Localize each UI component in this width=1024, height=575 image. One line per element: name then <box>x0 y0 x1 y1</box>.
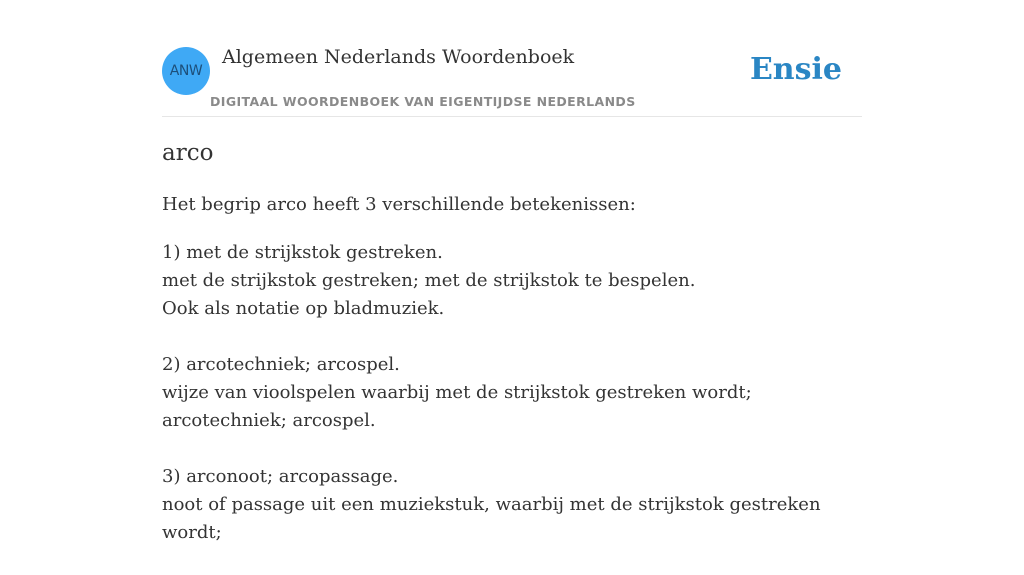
site-header <box>162 0 862 117</box>
meaning-heading: 3) arconoot; arcopassage. <box>162 466 399 487</box>
meaning-line: noot of passage uit een muziekstuk, waarbij met de strijkstok gestreken wordt; <box>162 494 821 543</box>
page-container <box>162 0 862 543</box>
entry-intro: Het begrip arco heeft 3 verschillende betekenissen: <box>162 194 636 215</box>
meaning-item <box>162 351 862 435</box>
meaning-item <box>162 239 862 323</box>
meaning-line: wijze van vioolspelen waarbij met de strijkstok gestreken wordt; arcotechniek; arcospel. <box>162 382 752 431</box>
anw-logo[interactable] <box>162 47 210 95</box>
meaning-line: met de strijkstok gestreken; met de strijkstok te bespelen. <box>162 270 696 291</box>
meaning-heading: 1) met de strijkstok gestreken. <box>162 242 443 263</box>
site-title[interactable]: Algemeen Nederlands Woordenboek <box>222 46 575 68</box>
meaning-heading: 2) arcotechniek; arcospel. <box>162 354 400 375</box>
entry-word: arco <box>162 140 214 166</box>
meaning-item <box>162 463 862 547</box>
meanings-list <box>162 239 862 575</box>
logo-text: ANW <box>169 63 203 79</box>
ensie-brand-link[interactable]: Ensie <box>749 52 842 87</box>
site-subtitle: DIGITAAL WOORDENBOEK VAN EIGENTIJDSE NEDERLANDS <box>210 94 636 109</box>
meaning-line: Ook als notatie op bladmuziek. <box>162 298 445 319</box>
